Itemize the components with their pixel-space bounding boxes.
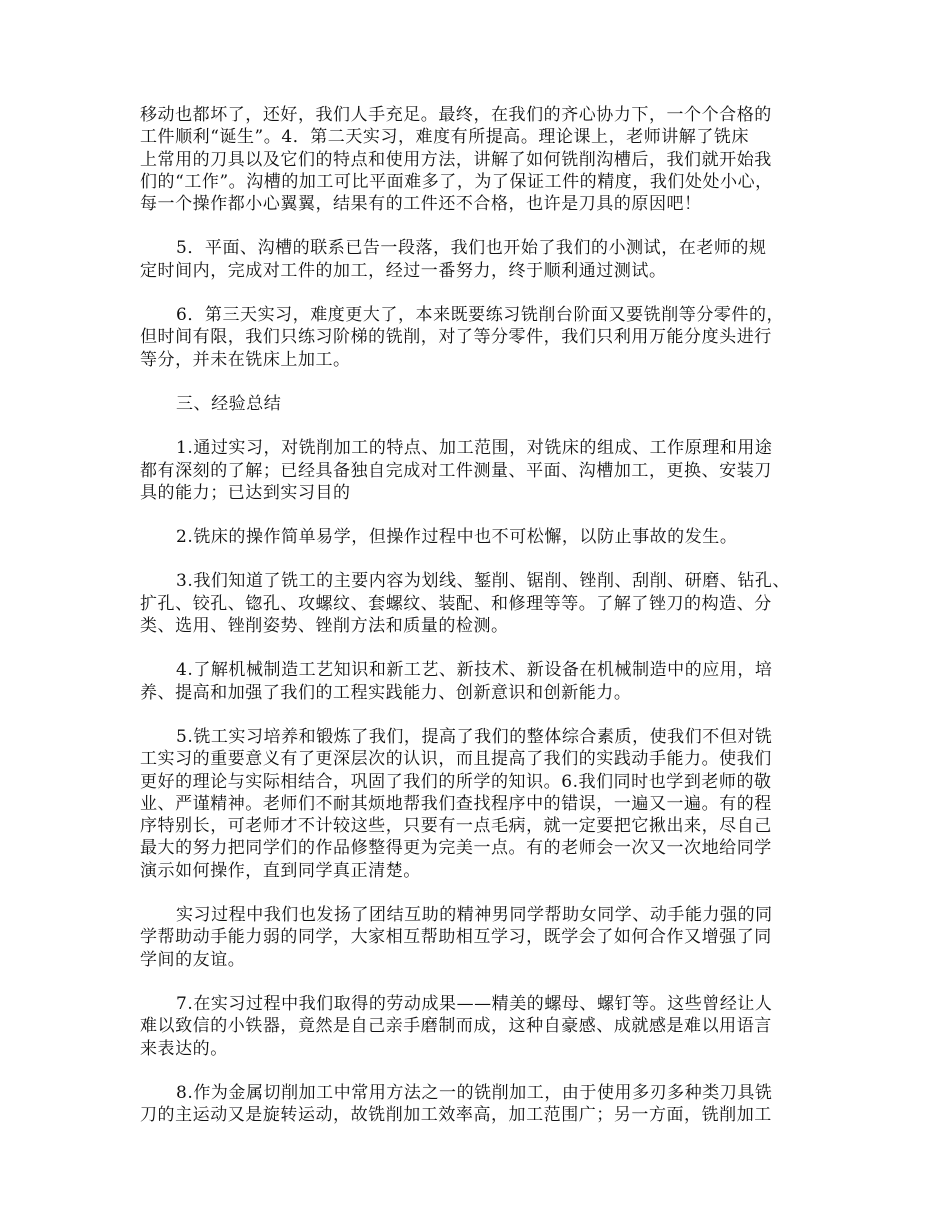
text-line: 5.铣工实习培养和锻炼了我们，提高了我们的整体综合素质，使我们不但对铣: [176, 726, 773, 747]
paragraph-continuation: [140, 104, 820, 215]
text-line: 们的“工作”。沟槽的加工可比平面难多了，为了保证工件的精度，我们处处小心，: [140, 171, 773, 192]
document-page: [140, 104, 820, 1148]
text-line: 上常用的刀具以及它们的特点和使用方法，讲解了如何铣削沟槽后，我们就开始我: [140, 149, 772, 170]
paragraph-summary-2: [140, 526, 820, 548]
text-line: 更好的理论与实际相结合，巩固了我们的所学的知识。6.我们同时也学到老师的敬: [140, 771, 772, 792]
paragraph-summary-1: [140, 437, 820, 504]
text-line: 都有深刻的了解；已经具备独自完成对工件测量、平面、沟槽加工，更换、安装刀: [140, 460, 772, 481]
text-line: 2.铣床的操作简单易学，但操作过程中也不可松懈，以防止事故的发生。: [176, 527, 738, 548]
text-line: 7.在实习过程中我们取得的劳动成果——精美的螺母、螺钉等。这些曾经让人: [176, 993, 773, 1014]
paragraph-summary-5: [140, 726, 820, 882]
text-line: 序特别长，可老师才不计较这些，只要有一点毛病，就一定要把它揪出来，尽自己: [140, 816, 772, 837]
text-line: 业、严谨精神。老师们不耐其烦地帮我们查找程序中的错误，一遍又一遍。有的程: [140, 793, 772, 814]
text-line: 1.通过实习，对铣削加工的特点、加工范围，对铣床的组成、工作原理和用途: [176, 438, 773, 459]
text-line: 6．第三天实习，难度更大了，本来既要练习铣削台阶面又要铣削等分零件的，: [176, 305, 785, 326]
text-line: 工件顺利“诞生”。4．第二天实习，难度有所提高。理论课上，老师讲解了铣床: [140, 127, 749, 148]
paragraph-item-6-third-day: [140, 304, 820, 371]
paragraph-item-5-test: [140, 237, 820, 282]
text-line: 类、选用、锉削姿势、锉削方法和质量的检测。: [140, 616, 509, 637]
text-line: 扩孔、铰孔、锪孔、攻螺纹、套螺纹、装配、和修理等等。了解了锉刀的构造、分: [140, 593, 772, 614]
paragraph-summary-4: [140, 659, 820, 704]
paragraph-teamwork: [140, 904, 820, 971]
text-line: 等分，并未在铣床上加工。: [140, 349, 351, 370]
text-line: 刀的主运动又是旋转运动，故铣削加工效率高，加工范围广；另一方面，铣削加工: [140, 1105, 772, 1126]
text-line: 4.了解机械制造工艺知识和新工艺、新技术、新设备在机械制造中的应用，培: [176, 660, 773, 681]
text-line: 5．平面、沟槽的联系已告一段落，我们也开始了我们的小测试，在老师的规: [176, 238, 767, 259]
text-line: 8.作为金属切削加工中常用方法之一的铣削加工，由于使用多刃多种类刀具铣: [176, 1082, 773, 1103]
section-heading-summary: [140, 393, 820, 415]
text-line: 来表达的。: [140, 1038, 228, 1059]
paragraph-summary-8: [140, 1082, 820, 1127]
section-heading: 三、经验总结: [176, 393, 282, 414]
text-line: 3.我们知道了铣工的主要内容为划线、錾削、锯削、锉削、刮削、研磨、钻孔、: [176, 571, 791, 592]
text-line: 学帮助动手能力弱的同学，大家相互帮助相互学习，既学会了如何合作又增强了同: [140, 927, 772, 948]
text-line: 实习过程中我们也发扬了团结互助的精神男同学帮助女同学、动手能力强的同: [176, 905, 773, 926]
paragraph-summary-7: [140, 993, 820, 1060]
text-line: 移动也都坏了，还好，我们人手充足。最终，在我们的齐心协力下，一个个合格的: [140, 105, 772, 125]
text-line: 定时间内，完成对工件的加工，经过一番努力，终于顺利通过测试。: [140, 260, 667, 281]
paragraph-summary-3: [140, 570, 820, 637]
text-line: 演示如何操作，直到同学真正清楚。: [140, 860, 421, 881]
text-line: 最大的努力把同学们的作品修整得更为完美一点。有的老师会一次又一次地给同学: [140, 838, 772, 859]
text-line: 工实习的重要意义有了更深层次的认识，而且提高了我们的实践动手能力。使我们: [140, 749, 772, 770]
text-line: 具的能力；已达到实习目的: [140, 482, 351, 503]
text-line: 难以致信的小铁器，竟然是自己亲手磨制而成，这种自豪感、成就感是难以用语言: [140, 1016, 772, 1037]
text-line: 但时间有限，我们只练习阶梯的铣削，对了等分零件，我们只利用万能分度头进行: [140, 327, 772, 348]
text-line: 养、提高和加强了我们的工程实践能力、创新意识和创新能力。: [140, 682, 632, 703]
text-line: 学间的友谊。: [140, 949, 246, 970]
text-line: 每一个操作都小心翼翼，结果有的工件还不合格，也许是刀具的原因吧！: [140, 194, 702, 215]
